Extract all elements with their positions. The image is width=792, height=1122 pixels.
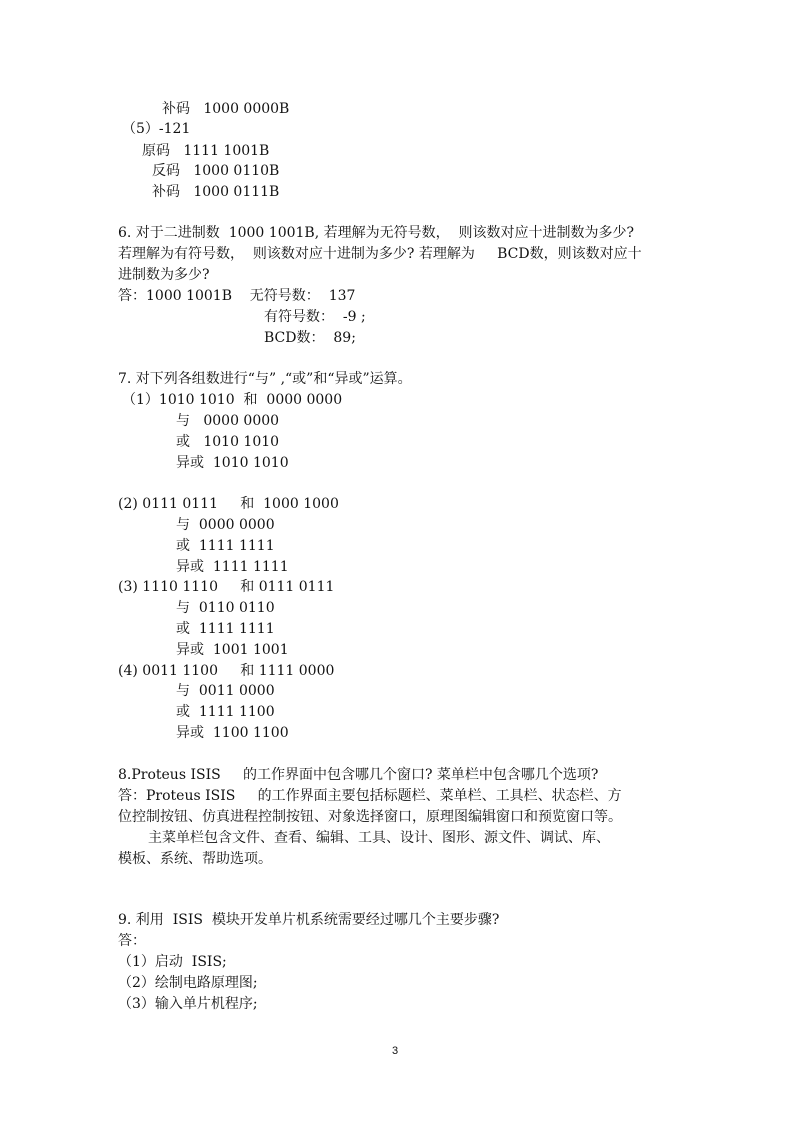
text-line: 原码 1111 1001B [142,143,270,159]
question-6-line: 6. 对于二进制数 1000 1001B, 若理解为无符号数， 则该数对应十进制数为多少? [118,225,635,241]
group-3-or: 或 1111 1111 [176,621,275,637]
text-line: 反码 1000 0110B [152,163,280,179]
group-3-xor: 异或 1001 1001 [176,642,289,658]
text-line: （5）-121 [122,121,191,137]
answer-9-step: （2）绘制电路原理图; [118,975,258,991]
text-line: 补码 1000 0111B [152,184,280,200]
text-line: 补码 1000 0000B [162,101,290,117]
answer-9-step: （3）输入单片机程序; [118,996,258,1012]
group-4-heading: (4) 0011 1100 和 1111 0000 [118,663,335,679]
question-7-line: 7. 对下列各组数进行“与” ,“或”和“异或”运算。 [118,371,412,387]
group-4-or: 或 1111 1100 [176,704,275,720]
group-2-xor: 异或 1111 1111 [176,559,289,575]
answer-6-line: 答：1000 1001B 无符号数： 137 [118,288,356,304]
group-1-heading: （1）1010 1010 和 0000 0000 [122,392,343,408]
answer-6-line: BCD数： 89; [264,330,356,346]
group-4-xor: 异或 1100 1100 [176,725,289,741]
group-4-and: 与 0011 0000 [176,683,275,699]
group-2-or: 或 1111 1111 [176,538,275,554]
answer-9-step: （1）启动 ISIS; [118,954,227,970]
answer-8-line: 位控制按钮、仿真进程控制按钮、对象选择窗口，原理图编辑窗口和预览窗口等。 [118,809,622,825]
answer-8-line: 模板、系统、帮助选项。 [118,851,272,867]
question-9-line: 9. 利用 ISIS 模块开发单片机系统需要经过哪几个主要步骤? [118,912,500,928]
question-8-line: 8.Proteus ISIS 的工作界面中包含哪几个窗口? 菜单栏中包含哪几个选项? [118,767,599,783]
question-6-line: 若理解为有符号数， 则该数对应十进制为多少? 若理解为 BCD数，则该数对应十 [118,246,642,262]
page-number: 3 [392,1045,399,1057]
group-2-heading: (2) 0111 0111 和 1000 1000 [118,496,339,512]
question-6-line: 进制数为多少? [118,267,210,283]
group-3-heading: (3) 1110 1110 和 0111 0111 [118,579,335,595]
answer-6-line: 有符号数： -9 ; [264,309,366,325]
group-1-xor: 异或 1010 1010 [176,455,289,471]
answer-8-line: 答：Proteus ISIS 的工作界面主要包括标题栏、菜单栏、工具栏、状态栏、方 [118,788,622,804]
answer-8-line: 主菜单栏包含文件、查看、编辑、工具、设计、图形、源文件、调试、库、 [148,830,610,846]
group-1-and: 与 0000 0000 [176,413,280,429]
group-3-and: 与 0110 0110 [176,600,275,616]
answer-9-label: 答： [118,933,146,949]
group-2-and: 与 0000 0000 [176,517,275,533]
group-1-or: 或 1010 1010 [176,434,280,450]
